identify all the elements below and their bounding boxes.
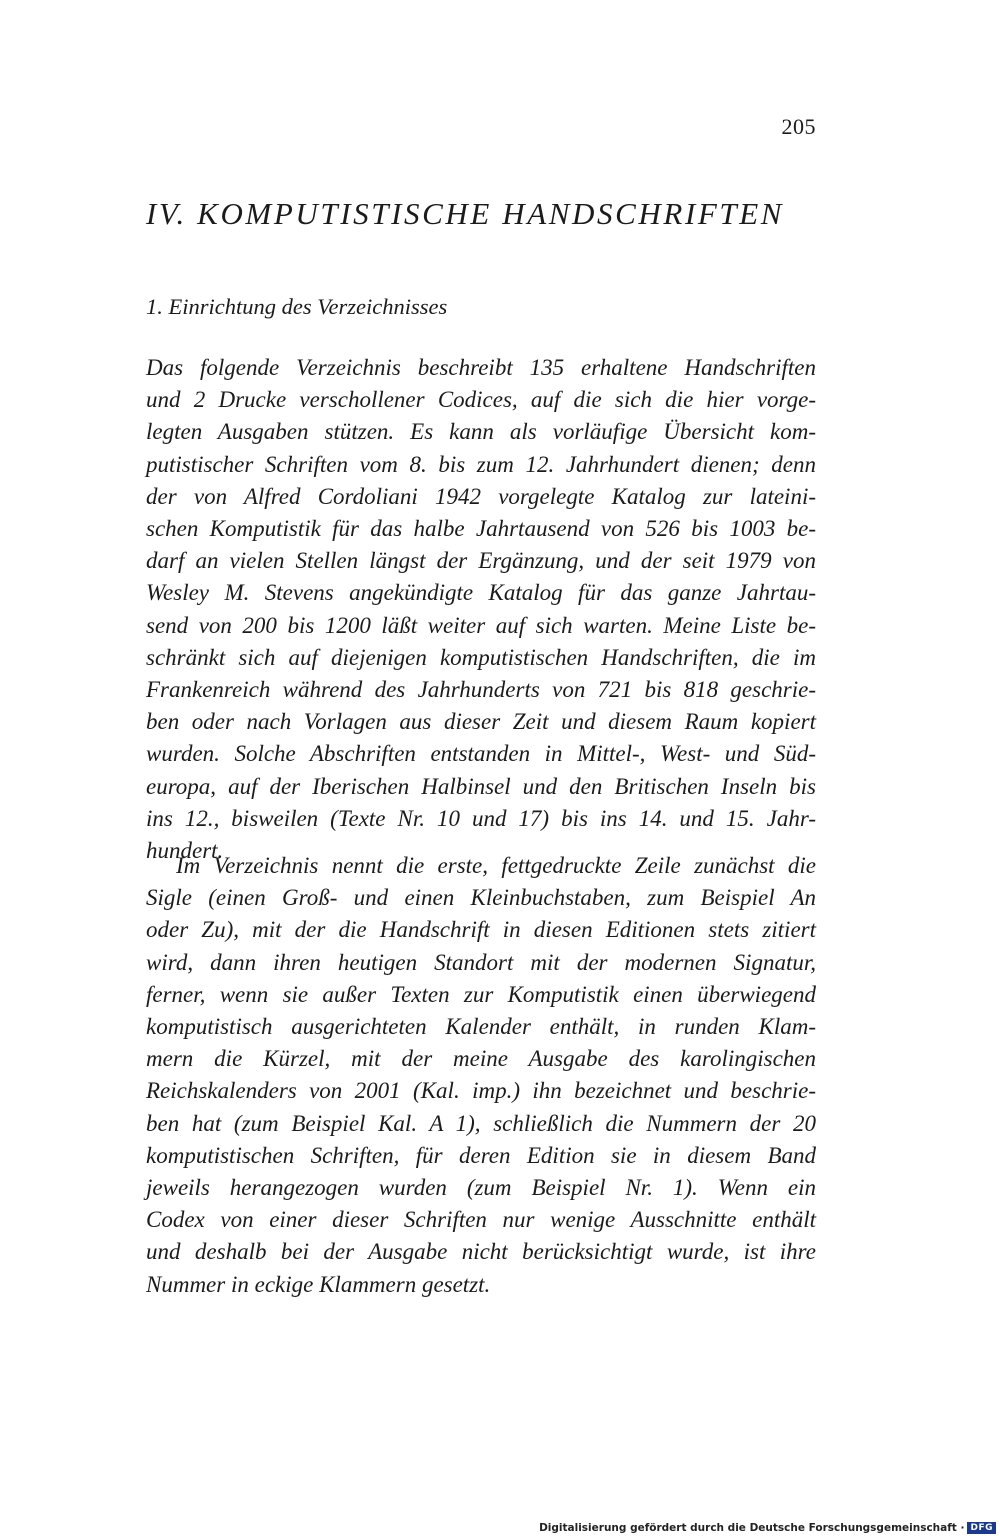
text-line: Codex von einer dieser Schriften nur wenige Ausschnitte enthält bbox=[146, 1207, 816, 1233]
text-line: Reichskalenders von 2001 (Kal. imp.) ihn bezeichnet und beschrie- bbox=[146, 1078, 816, 1104]
text-line: Nummer in eckige Klammern gesetzt. bbox=[146, 1271, 491, 1297]
text-line: ins 12., bisweilen (Texte Nr. 10 und 17) bis ins 14. und 15. Jahr- bbox=[146, 805, 816, 831]
text-line: Im Verzeichnis nennt die erste, fettgedruckte Zeile zunächst die bbox=[176, 853, 816, 878]
text-line: Wesley M. Stevens angekündigte Katalog für das ganze Jahrtau- bbox=[146, 580, 816, 606]
text-line: und 2 Drucke verschollener Codices, auf die sich die hier vorge- bbox=[146, 387, 816, 413]
section-heading: 1. Einrichtung des Verzeichnisses bbox=[146, 294, 448, 319]
text-line: wurden. Solche Abschriften entstanden in Mittel-, West- und Süd- bbox=[146, 741, 816, 767]
text-line: ferner, wenn sie außer Texten zur Komputistik einen überwiegend bbox=[146, 981, 816, 1007]
text-line: putistischer Schriften vom 8. bis zum 12. Jahrhundert dienen; denn bbox=[146, 451, 816, 477]
digitization-credit bbox=[539, 1522, 996, 1534]
text-line: Sigle (einen Groß- und einen Kleinbuchstaben, zum Beispiel An bbox=[146, 885, 816, 911]
text-line: send von 200 bis 1200 läßt weiter auf sich warten. Meine Liste be- bbox=[146, 612, 816, 638]
text-line: der von Alfred Cordoliani 1942 vorgelegte Katalog zur lateini- bbox=[146, 483, 816, 509]
chapter-title: IV. KOMPUTISTISCHE HANDSCHRIFTEN bbox=[146, 196, 785, 231]
text-line: legten Ausgaben stützen. Es kann als vorläufige Übersicht kom- bbox=[146, 419, 816, 445]
text-line: Frankenreich während des Jahrhunderts von 721 bis 818 geschrie- bbox=[146, 677, 816, 703]
dfg-logo: DFG bbox=[967, 1522, 996, 1534]
text-line: schen Komputistik für das halbe Jahrtausend von 526 bis 1003 be- bbox=[146, 516, 816, 542]
text-line: Das folgende Verzeichnis beschreibt 135 erhaltene Handschriften bbox=[146, 355, 816, 380]
text-line: mern die Kürzel, mit der meine Ausgabe des karolingischen bbox=[146, 1046, 816, 1072]
paragraph-2 bbox=[146, 850, 816, 1301]
credit-text: Digitalisierung gefördert durch die Deutsche Forschungsgemeinschaft · bbox=[539, 1522, 965, 1534]
text-line: europa, auf der Iberischen Halbinsel und den Britischen Inseln bis bbox=[146, 773, 816, 799]
text-line: oder Zu), mit der die Handschrift in diesen Editionen stets zitiert bbox=[146, 917, 816, 943]
text-line: wird, dann ihren heutigen Standort mit der modernen Signatur, bbox=[146, 949, 816, 975]
text-line: schränkt sich auf diejenigen komputistischen Handschriften, die im bbox=[146, 644, 816, 670]
text-line: komputistisch ausgerichteten Kalender enthält, in runden Klam- bbox=[146, 1014, 816, 1040]
paragraph-1 bbox=[146, 352, 816, 867]
text-line: hundert. bbox=[146, 838, 224, 864]
text-line: jeweils herangezogen wurden (zum Beispiel Nr. 1). Wenn ein bbox=[146, 1175, 816, 1201]
text-line: ben hat (zum Beispiel Kal. A 1), schließlich die Nummern der 20 bbox=[146, 1110, 816, 1136]
text-line: ben oder nach Vorlagen aus dieser Zeit und diesem Raum kopiert bbox=[146, 709, 816, 735]
page-number: 205 bbox=[781, 114, 816, 139]
text-line: darf an vielen Stellen längst der Ergänzung, und der seit 1979 von bbox=[146, 548, 816, 574]
text-line: komputistischen Schriften, für deren Edition sie in diesem Band bbox=[146, 1142, 816, 1168]
text-line: und deshalb bei der Ausgabe nicht berücksichtigt wurde, ist ihre bbox=[146, 1239, 816, 1265]
